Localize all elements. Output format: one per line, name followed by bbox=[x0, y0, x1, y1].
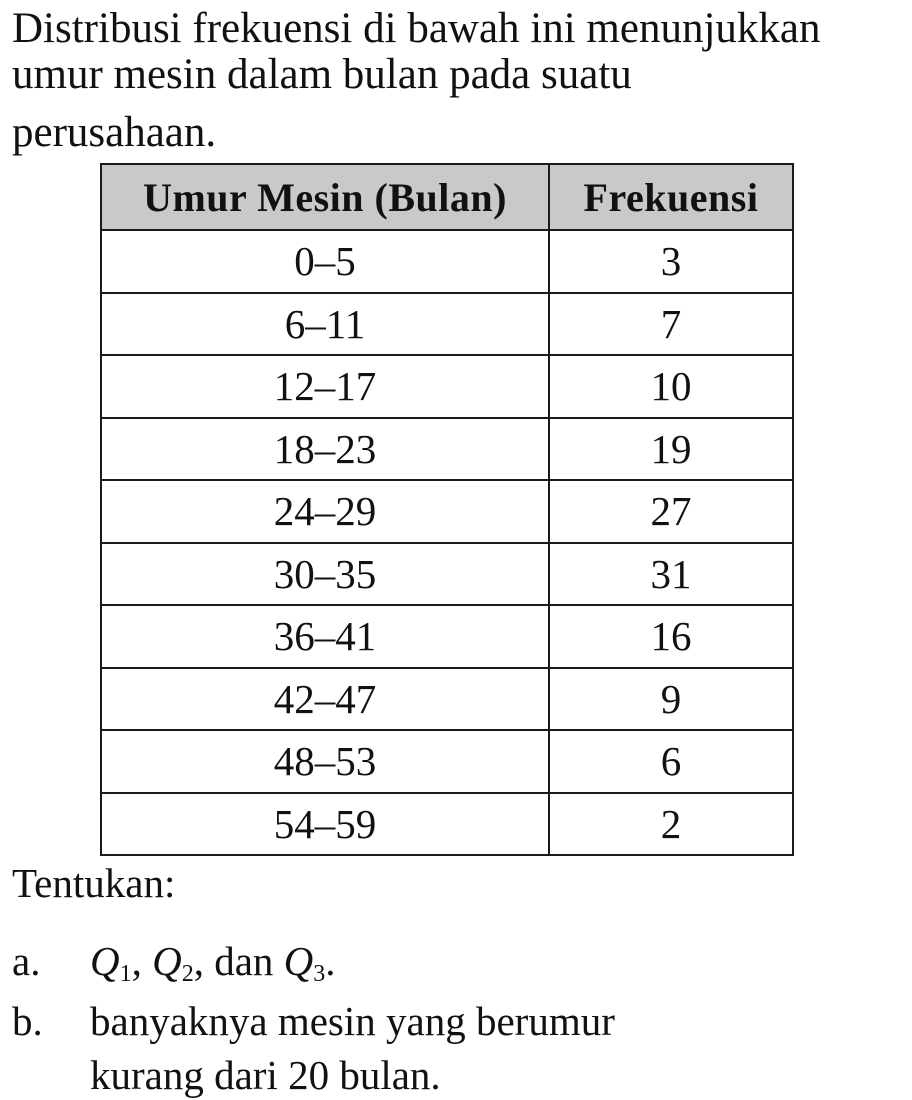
q1-subscript: 1 bbox=[119, 961, 132, 987]
intro-line-2: umur mesin dalam bulan pada suatu bbox=[12, 51, 632, 98]
cell-age-range: 24–29 bbox=[101, 480, 549, 543]
table-row bbox=[101, 730, 793, 793]
cell-frequency: 27 bbox=[549, 480, 793, 543]
cell-age-range: 42–47 bbox=[101, 668, 549, 731]
cell-frequency: 19 bbox=[549, 418, 793, 481]
intro-line-3: perusahaan. bbox=[12, 109, 217, 156]
task-a-and: , dan bbox=[193, 938, 284, 984]
cell-age-range: 54–59 bbox=[101, 793, 549, 856]
tasks-heading: Tentukan: bbox=[12, 860, 176, 906]
q3-symbol: Q bbox=[283, 938, 314, 984]
table-row bbox=[101, 480, 793, 543]
table-row bbox=[101, 543, 793, 606]
cell-frequency: 7 bbox=[549, 293, 793, 356]
cell-frequency: 9 bbox=[549, 668, 793, 731]
task-b-letter: b. bbox=[12, 998, 43, 1044]
task-b-line-1: banyaknya mesin yang berumur bbox=[90, 998, 615, 1044]
task-b-text bbox=[90, 996, 615, 1100]
frequency-table bbox=[100, 163, 794, 856]
cell-age-range: 6–11 bbox=[101, 293, 549, 356]
cell-age-range: 36–41 bbox=[101, 605, 549, 668]
table-header-row bbox=[101, 164, 793, 230]
problem-intro bbox=[12, 6, 907, 156]
table-row bbox=[101, 230, 793, 293]
task-b-line-2: kurang dari 20 bulan. bbox=[90, 1052, 441, 1098]
cell-frequency: 6 bbox=[549, 730, 793, 793]
header-machine-age: Umur Mesin (Bulan) bbox=[101, 164, 549, 230]
q2-subscript: 2 bbox=[181, 961, 194, 987]
cell-age-range: 48–53 bbox=[101, 730, 549, 793]
cell-frequency: 16 bbox=[549, 605, 793, 668]
task-a-separator: , bbox=[131, 938, 153, 984]
cell-age-range: 18–23 bbox=[101, 418, 549, 481]
table-row bbox=[101, 793, 793, 856]
q2-symbol: Q bbox=[152, 938, 182, 984]
cell-frequency: 10 bbox=[549, 355, 793, 418]
task-a-text bbox=[90, 936, 336, 999]
cell-age-range: 12–17 bbox=[101, 355, 549, 418]
cell-age-range: 30–35 bbox=[101, 543, 549, 606]
cell-frequency: 31 bbox=[549, 543, 793, 606]
q1-symbol: Q bbox=[90, 938, 120, 984]
table-row bbox=[101, 605, 793, 668]
table-row bbox=[101, 418, 793, 481]
cell-frequency: 3 bbox=[549, 230, 793, 293]
cell-age-range: 0–5 bbox=[101, 230, 549, 293]
cell-frequency: 2 bbox=[549, 793, 793, 856]
q3-subscript: 3 bbox=[313, 961, 326, 987]
task-a-letter: a. bbox=[12, 938, 41, 984]
task-a-end: . bbox=[325, 938, 336, 984]
header-frequency: Frekuensi bbox=[549, 164, 793, 230]
table-row bbox=[101, 293, 793, 356]
table-row bbox=[101, 355, 793, 418]
intro-line-1: Distribusi frekuensi di bawah ini menunjukkan bbox=[12, 5, 821, 52]
table-row bbox=[101, 668, 793, 731]
